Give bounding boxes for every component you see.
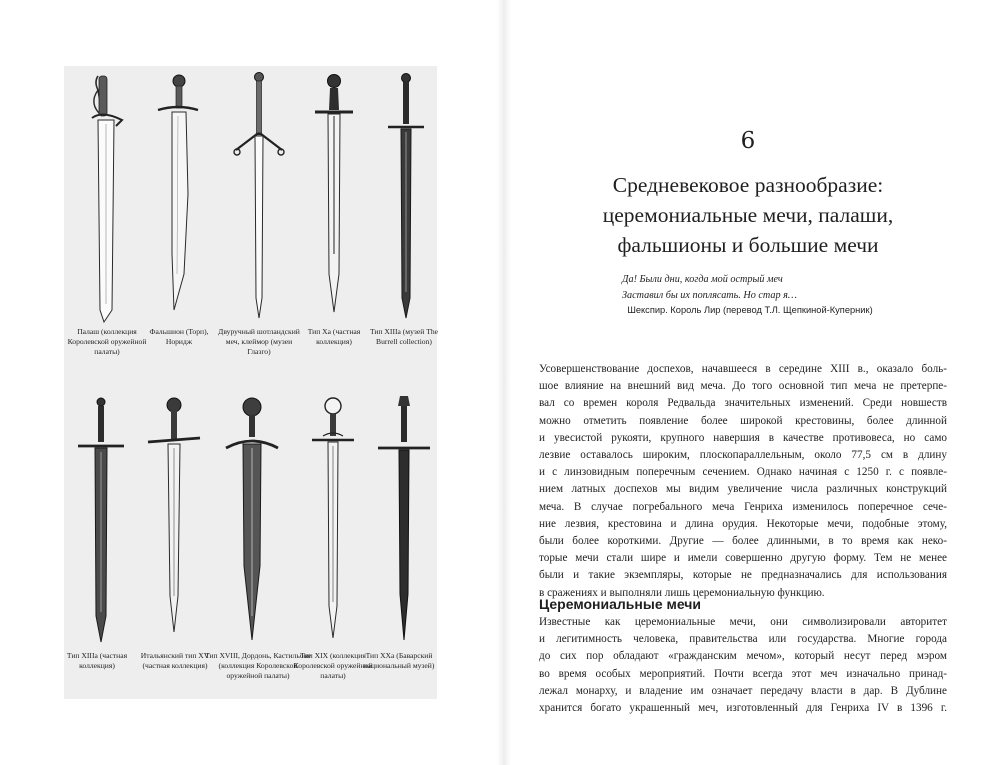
sword-falchion-drawing: [152, 74, 202, 324]
sword-broadsword-drawing: [84, 72, 128, 324]
chapter-title-line: фальшионы и большие мечи: [617, 233, 879, 257]
epigraph-source: Шекспир. Король Лир (перевод Т.Л. Щепкиной-Куперник): [627, 305, 873, 315]
caption-type-xiiia-burrell: Тип XIIIa (музей The Burrell collection): [369, 327, 439, 347]
section-heading: Церемониальные мечи: [539, 596, 702, 612]
text-line: можно отметить появление более широкой крестовины, более длинной: [539, 414, 947, 427]
text-line: и с линзовидным поперечным сечением. Однако начиная с 1250 г. с появле-: [539, 466, 947, 479]
text-line: и увесистой рукояти, крупного навершия в качестве противовеса, но само: [539, 431, 947, 444]
sword-italian-type-xv-drawing: [144, 396, 204, 636]
chapter-title-line: церемониальные мечи, палаши,: [602, 203, 894, 227]
caption-claymore: Двуручный шотландский меч, клеймор (музеи Глазго): [218, 327, 300, 357]
text-line: до сих пор обладают «гражданским мечом», который несут перед мэром: [539, 650, 947, 663]
body-paragraph-1: [539, 361, 947, 602]
caption-type-xix: Тип XIX (коллекция Королевской оружейной палаты): [293, 651, 373, 681]
text-line: лежал монарху, и владение им означает передачу власти в дар. В Дублине: [539, 684, 947, 697]
text-line: были и такие экземпляры, которые не предназначались для использования: [539, 569, 947, 582]
sword-type-xxa-drawing: [374, 394, 434, 644]
caption-type-xviii: Тип XVIII, Дордонь, Кастильоне (коллекция Королевской оружейной палаты): [204, 651, 312, 681]
text-line: и легитимность человека, правительства или государства. Многие города: [539, 633, 947, 646]
text-line: шое влияние на внешний вид меча. До того основной тип меча не претерпе-: [539, 380, 947, 393]
sword-type-xa-drawing: [312, 74, 356, 324]
page-gutter: [497, 0, 511, 765]
sword-type-xviii-drawing: [220, 396, 284, 644]
caption-broadsword: Палаш (коллекция Королевской оружейной палаты): [67, 327, 147, 357]
swords-illustration-plate: [64, 66, 437, 699]
caption-type-xiiia-private: Тип XIIIa (частная коллекция): [66, 651, 128, 671]
chapter-title: [560, 170, 936, 260]
text-line: во время особых мероприятий. Почти всегда этот меч изначально принад-: [539, 667, 947, 680]
text-line: Известные как церемониальные мечи, они символизировали авторитет: [539, 616, 947, 628]
chapter-number: 6: [740, 128, 756, 154]
text-line: меча. В случае погребального меча Генриха изменилось поперечное сече-: [539, 500, 947, 513]
caption-type-xxa: Тип XXa (Баварский национальный музей): [363, 651, 435, 671]
text-line: Усовершенствование доспехов, начавшееся в середине XIII в., оказало боль-: [539, 363, 947, 375]
epigraph-line: Заставил бы их поплясать. Но стар я…: [622, 290, 797, 301]
caption-falchion: Фальшион (Торп), Норидж: [149, 327, 209, 347]
text-line: торые мечи стали шире и имели совершенно другую форму. Тем не менее: [539, 552, 947, 565]
text-line: ние лезвия, крестовина и длина орудия. Некоторые мечи, подобные этому,: [539, 517, 947, 530]
text-line: в сражениях и выполняли лишь церемониальную функцию.: [539, 586, 825, 599]
chapter-title-line: Средневековое разнообразие:: [612, 173, 884, 197]
text-line: хранится богато украшенный меч, изготовленный для Генриха IV в 1396 г.: [539, 702, 947, 715]
sword-claymore-drawing: [232, 70, 286, 320]
caption-italian-type-xv: Итальянский тип XV (частная коллекция): [140, 651, 210, 671]
text-line: вал со времен короля Редвальда значительных изменений. Среди новшеств: [539, 397, 947, 410]
body-paragraph-2: [539, 614, 947, 717]
text-line: нием латных доспехов мы видим увеличение числа различных конструкций: [539, 483, 947, 496]
epigraph-line: Да! Были дни, когда мой острый меч: [622, 274, 783, 285]
sword-type-xiiia-drawing: [384, 72, 428, 324]
caption-type-xa: Тип Xa (частная коллекция): [307, 327, 361, 347]
sword-type-xiiia-private-drawing: [74, 396, 128, 646]
sword-type-xix-drawing: [308, 396, 358, 642]
text-line: лезвие оставалось широким, плоскопараллельным, около 77,5 см в длину: [539, 449, 947, 462]
text-line: были более короткими. Другие — более длинными, в то время как неко-: [539, 535, 947, 548]
